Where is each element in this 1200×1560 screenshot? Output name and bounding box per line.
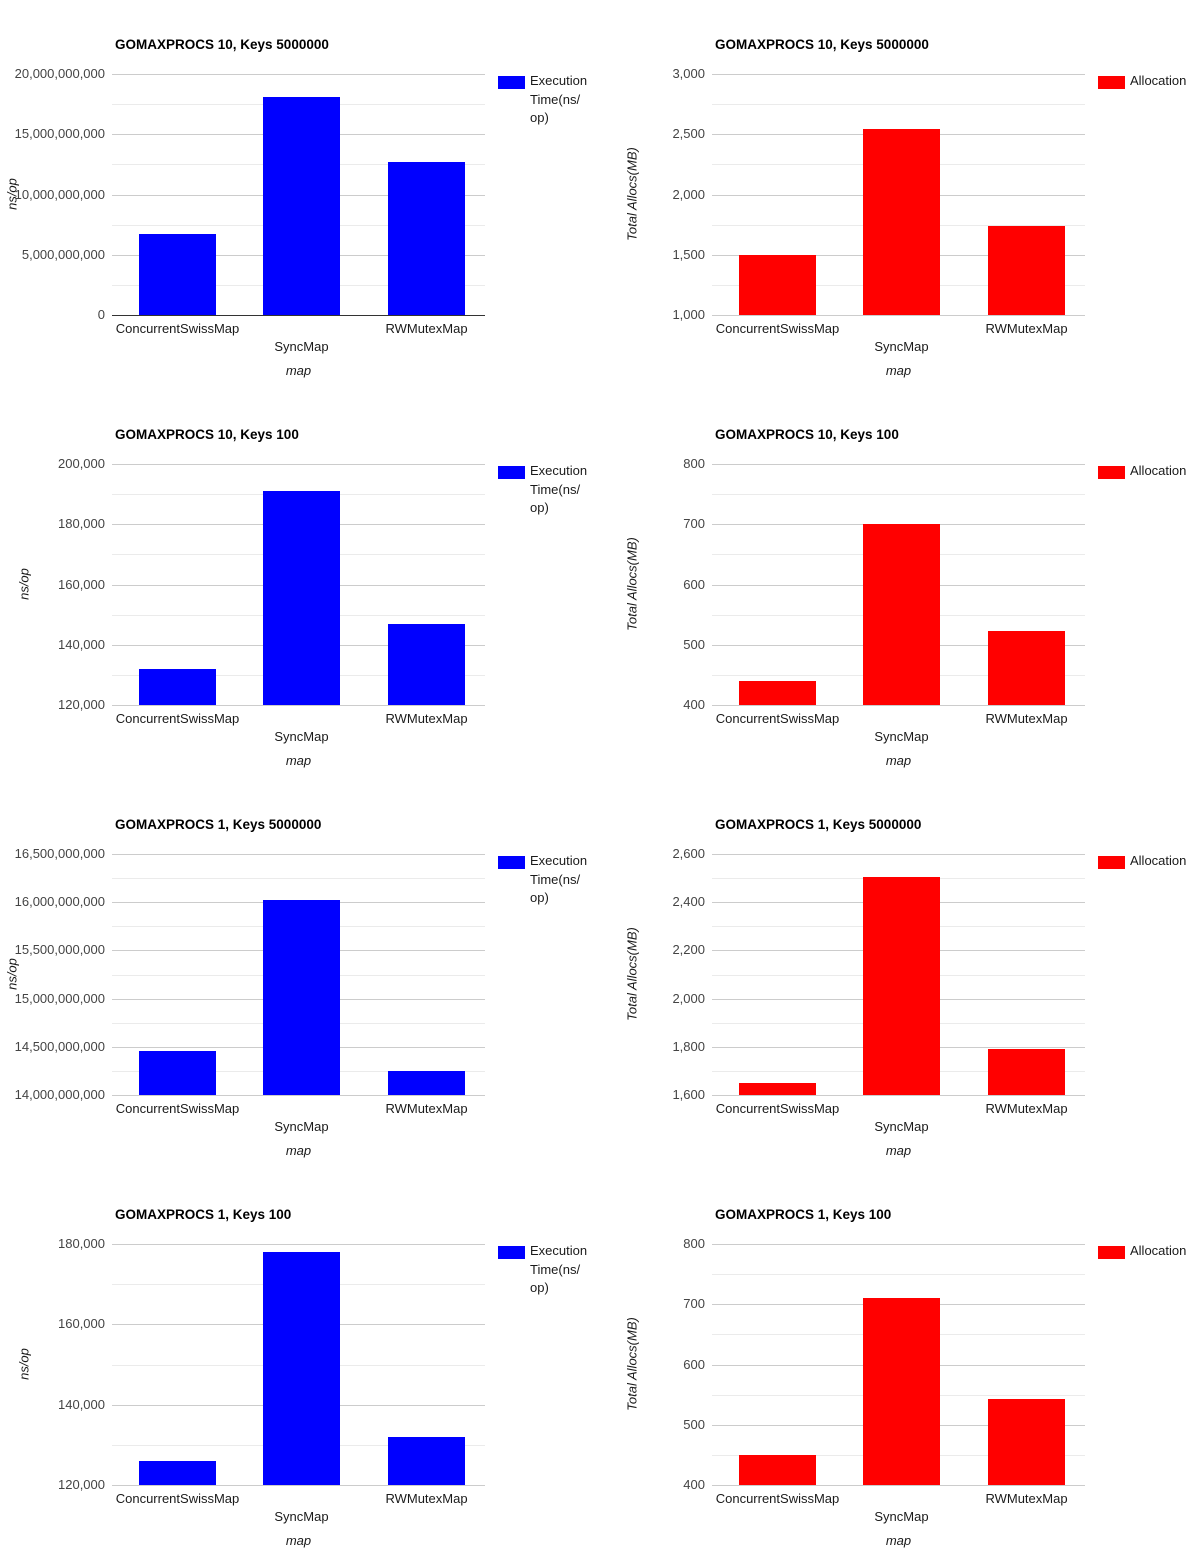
x-axis-title: map: [285, 1143, 312, 1158]
y-axis-tick-label: 180,000: [58, 1236, 105, 1251]
category-label-SyncMap: SyncMap: [874, 339, 929, 354]
bar-ConcurrentSwissMap[interactable]: [139, 669, 216, 705]
y-axis-tick-label: 15,000,000,000: [14, 126, 105, 141]
zero-baseline: [112, 315, 485, 316]
bar-SyncMap[interactable]: [263, 1252, 340, 1485]
category-label-SyncMap: SyncMap: [874, 1509, 929, 1524]
bar-SyncMap[interactable]: [263, 97, 340, 315]
bar-RWMutexMap[interactable]: [988, 631, 1065, 705]
y-axis-tick-label: 10,000,000,000: [14, 187, 105, 202]
bar-RWMutexMap[interactable]: [388, 162, 465, 315]
chart-title: GOMAXPROCS 10, Keys 100: [115, 427, 299, 442]
y-axis-tick-label: 14,000,000,000: [14, 1087, 105, 1102]
y-axis-tick-label: 200,000: [58, 456, 105, 471]
legend-label: [1130, 72, 1186, 91]
bar-ConcurrentSwissMap[interactable]: [739, 1083, 816, 1095]
y-axis-tick-label: 500: [683, 1417, 705, 1432]
bar-SyncMap[interactable]: [863, 1298, 940, 1485]
bar-RWMutexMap[interactable]: [388, 1437, 465, 1485]
major-gridline: [112, 1095, 485, 1096]
major-gridline: [712, 854, 1085, 855]
y-axis-tick-label: 400: [683, 697, 705, 712]
legend-label-line: Allocation: [1130, 463, 1187, 478]
y-axis-title: ns/op: [4, 958, 20, 990]
legend-label: [530, 1242, 587, 1298]
category-label-ConcurrentSwissMap: ConcurrentSwissMap: [715, 1491, 840, 1506]
major-gridline: [712, 1244, 1085, 1245]
y-axis-tick-label: 140,000: [58, 637, 105, 652]
y-axis-tick-label: 5,000,000,000: [21, 247, 105, 262]
x-axis-title: map: [285, 1533, 312, 1548]
bar-SyncMap[interactable]: [263, 491, 340, 705]
y-axis-tick-label: 0: [97, 307, 105, 322]
legend-swatch-allocation: [1098, 76, 1125, 89]
minor-gridline: [712, 494, 1085, 495]
y-axis-tick-label: 180,000: [58, 516, 105, 531]
y-axis-tick-label: 15,500,000,000: [14, 942, 105, 957]
major-gridline: [112, 705, 485, 706]
y-axis-tick-label: 800: [683, 456, 705, 471]
chart-gomaxprocs10-keys5000000-allocation: [600, 30, 1200, 420]
category-label-RWMutexMap: RWMutexMap: [985, 1101, 1068, 1116]
legend-swatch-execution-time: [498, 466, 525, 479]
major-gridline: [712, 464, 1085, 465]
bar-ConcurrentSwissMap[interactable]: [139, 1461, 216, 1485]
minor-gridline: [112, 878, 485, 879]
category-label-ConcurrentSwissMap: ConcurrentSwissMap: [115, 1491, 240, 1506]
bar-ConcurrentSwissMap[interactable]: [739, 681, 816, 705]
bar-SyncMap[interactable]: [263, 900, 340, 1095]
bar-SyncMap[interactable]: [863, 129, 940, 315]
legend-swatch-execution-time: [498, 76, 525, 89]
legend-label-line: Allocation: [1130, 73, 1187, 88]
category-label-SyncMap: SyncMap: [274, 339, 329, 354]
y-axis-title: ns/op: [4, 178, 20, 210]
legend-swatch-execution-time: [498, 1246, 525, 1259]
y-axis-tick-label: 16,000,000,000: [14, 894, 105, 909]
legend-label-line: Execution: [530, 1243, 588, 1258]
y-axis-tick-label: 120,000: [58, 1477, 105, 1492]
bar-ConcurrentSwissMap[interactable]: [739, 1455, 816, 1485]
chart-gomaxprocs1-keys5000000-allocation: [600, 810, 1200, 1200]
major-gridline: [712, 1095, 1085, 1096]
legend-label-line: Execution: [530, 463, 588, 478]
chart-gomaxprocs10-keys5000000-execution-time: [0, 30, 600, 420]
chart-gomaxprocs1-keys100-allocation: [600, 1200, 1200, 1560]
major-gridline: [712, 74, 1085, 75]
legend-swatch-execution-time: [498, 856, 525, 869]
category-label-RWMutexMap: RWMutexMap: [985, 321, 1068, 336]
y-axis-tick-label: 2,600: [672, 846, 705, 861]
y-axis-tick-label: 1,800: [672, 1039, 705, 1054]
y-axis-tick-label: 1,600: [672, 1087, 705, 1102]
category-label-SyncMap: SyncMap: [874, 729, 929, 744]
y-axis-tick-label: 160,000: [58, 1316, 105, 1331]
major-gridline: [112, 1244, 485, 1245]
y-axis-tick-label: 15,000,000,000: [14, 991, 105, 1006]
y-axis-title: Total Allocs(MB): [624, 537, 640, 631]
category-label-ConcurrentSwissMap: ConcurrentSwissMap: [115, 321, 240, 336]
x-axis-title: map: [885, 1533, 912, 1548]
y-axis-tick-label: 120,000: [58, 697, 105, 712]
major-gridline: [712, 315, 1085, 316]
y-axis-title: Total Allocs(MB): [624, 927, 640, 1021]
chart-gomaxprocs1-keys100-execution-time: [0, 1200, 600, 1560]
category-label-ConcurrentSwissMap: ConcurrentSwissMap: [715, 321, 840, 336]
minor-gridline: [712, 1274, 1085, 1275]
legend-label: [1130, 462, 1186, 481]
legend-label-line: Allocation: [1130, 853, 1187, 868]
x-axis-title: map: [885, 1143, 912, 1158]
y-axis-tick-label: 3,000: [672, 66, 705, 81]
y-axis-title: ns/op: [16, 568, 32, 600]
y-axis-tick-label: 16,500,000,000: [14, 846, 105, 861]
legend-label-line: Time(ns/: [530, 481, 581, 497]
chart-title: GOMAXPROCS 10, Keys 100: [715, 427, 899, 442]
major-gridline: [712, 705, 1085, 706]
category-label-RWMutexMap: RWMutexMap: [385, 321, 468, 336]
legend-label-line: Execution: [530, 73, 588, 88]
y-axis-tick-label: 1,500: [672, 247, 705, 262]
bar-RWMutexMap[interactable]: [988, 226, 1065, 315]
major-gridline: [112, 464, 485, 465]
minor-gridline: [712, 104, 1085, 105]
y-axis-title: Total Allocs(MB): [624, 147, 640, 241]
y-axis-tick-label: 1,000: [672, 307, 705, 322]
chart-title: GOMAXPROCS 10, Keys 5000000: [115, 37, 329, 52]
category-label-SyncMap: SyncMap: [274, 1509, 329, 1524]
y-axis-tick-label: 2,400: [672, 894, 705, 909]
y-axis-tick-label: 20,000,000,000: [14, 66, 105, 81]
legend-label: [1130, 852, 1186, 871]
y-axis-tick-label: 2,000: [672, 187, 705, 202]
category-label-SyncMap: SyncMap: [274, 1119, 329, 1134]
chart-title: GOMAXPROCS 10, Keys 5000000: [715, 37, 929, 52]
chart-gomaxprocs10-keys100-execution-time: [0, 420, 600, 810]
category-label-RWMutexMap: RWMutexMap: [385, 1491, 468, 1506]
legend-label-line: op): [530, 110, 549, 125]
bar-ConcurrentSwissMap[interactable]: [139, 1051, 216, 1095]
legend-label-line: op): [530, 1280, 549, 1295]
y-axis-tick-label: 700: [683, 516, 705, 531]
bar-RWMutexMap[interactable]: [388, 624, 465, 705]
bar-RWMutexMap[interactable]: [388, 1071, 465, 1095]
bar-RWMutexMap[interactable]: [988, 1049, 1065, 1095]
y-axis-tick-label: 600: [683, 1357, 705, 1372]
major-gridline: [112, 74, 485, 75]
legend-label-line: Allocation: [1130, 1243, 1187, 1258]
y-axis-tick-label: 140,000: [58, 1397, 105, 1412]
y-axis-tick-label: 400: [683, 1477, 705, 1492]
y-axis-tick-label: 14,500,000,000: [14, 1039, 105, 1054]
legend-label-line: op): [530, 500, 549, 515]
category-label-RWMutexMap: RWMutexMap: [985, 1491, 1068, 1506]
category-label-SyncMap: SyncMap: [274, 729, 329, 744]
legend-label-line: Execution: [530, 853, 588, 868]
y-axis-tick-label: 800: [683, 1236, 705, 1251]
bar-ConcurrentSwissMap[interactable]: [739, 255, 816, 315]
legend-swatch-allocation: [1098, 466, 1125, 479]
chart-title: GOMAXPROCS 1, Keys 5000000: [715, 817, 922, 832]
chart-title: GOMAXPROCS 1, Keys 100: [715, 1207, 892, 1222]
category-label-SyncMap: SyncMap: [874, 1119, 929, 1134]
chart-gomaxprocs1-keys5000000-execution-time: [0, 810, 600, 1200]
y-axis-title: Total Allocs(MB): [624, 1317, 640, 1411]
category-label-RWMutexMap: RWMutexMap: [385, 1101, 468, 1116]
chart-gomaxprocs10-keys100-allocation: [600, 420, 1200, 810]
bar-SyncMap[interactable]: [863, 524, 940, 705]
major-gridline: [112, 854, 485, 855]
x-axis-title: map: [285, 753, 312, 768]
bar-RWMutexMap[interactable]: [988, 1399, 1065, 1485]
y-axis-tick-label: 2,200: [672, 942, 705, 957]
category-label-RWMutexMap: RWMutexMap: [985, 711, 1068, 726]
category-label-ConcurrentSwissMap: ConcurrentSwissMap: [115, 711, 240, 726]
chart-title: GOMAXPROCS 1, Keys 5000000: [115, 817, 322, 832]
y-axis-tick-label: 700: [683, 1296, 705, 1311]
x-axis-title: map: [885, 753, 912, 768]
bar-SyncMap[interactable]: [863, 877, 940, 1095]
legend-label-line: Time(ns/: [530, 91, 581, 107]
legend-label: [1130, 1242, 1186, 1261]
legend-label-line: Time(ns/: [530, 871, 581, 887]
legend-swatch-allocation: [1098, 1246, 1125, 1259]
legend-label: [530, 72, 587, 128]
category-label-ConcurrentSwissMap: ConcurrentSwissMap: [715, 1101, 840, 1116]
x-axis-title: map: [285, 363, 312, 378]
x-axis-title: map: [885, 363, 912, 378]
y-axis-tick-label: 600: [683, 577, 705, 592]
bar-ConcurrentSwissMap[interactable]: [139, 234, 216, 315]
legend-label-line: op): [530, 890, 549, 905]
category-label-RWMutexMap: RWMutexMap: [385, 711, 468, 726]
major-gridline: [712, 1485, 1085, 1486]
legend-label: [530, 852, 587, 908]
legend-label: [530, 462, 587, 518]
y-axis-tick-label: 160,000: [58, 577, 105, 592]
y-axis-tick-label: 2,500: [672, 126, 705, 141]
y-axis-tick-label: 500: [683, 637, 705, 652]
y-axis-title: ns/op: [16, 1348, 32, 1380]
legend-label-line: Time(ns/: [530, 1261, 581, 1277]
major-gridline: [112, 1485, 485, 1486]
category-label-ConcurrentSwissMap: ConcurrentSwissMap: [115, 1101, 240, 1116]
legend-swatch-allocation: [1098, 856, 1125, 869]
category-label-ConcurrentSwissMap: ConcurrentSwissMap: [715, 711, 840, 726]
y-axis-tick-label: 2,000: [672, 991, 705, 1006]
chart-title: GOMAXPROCS 1, Keys 100: [115, 1207, 292, 1222]
